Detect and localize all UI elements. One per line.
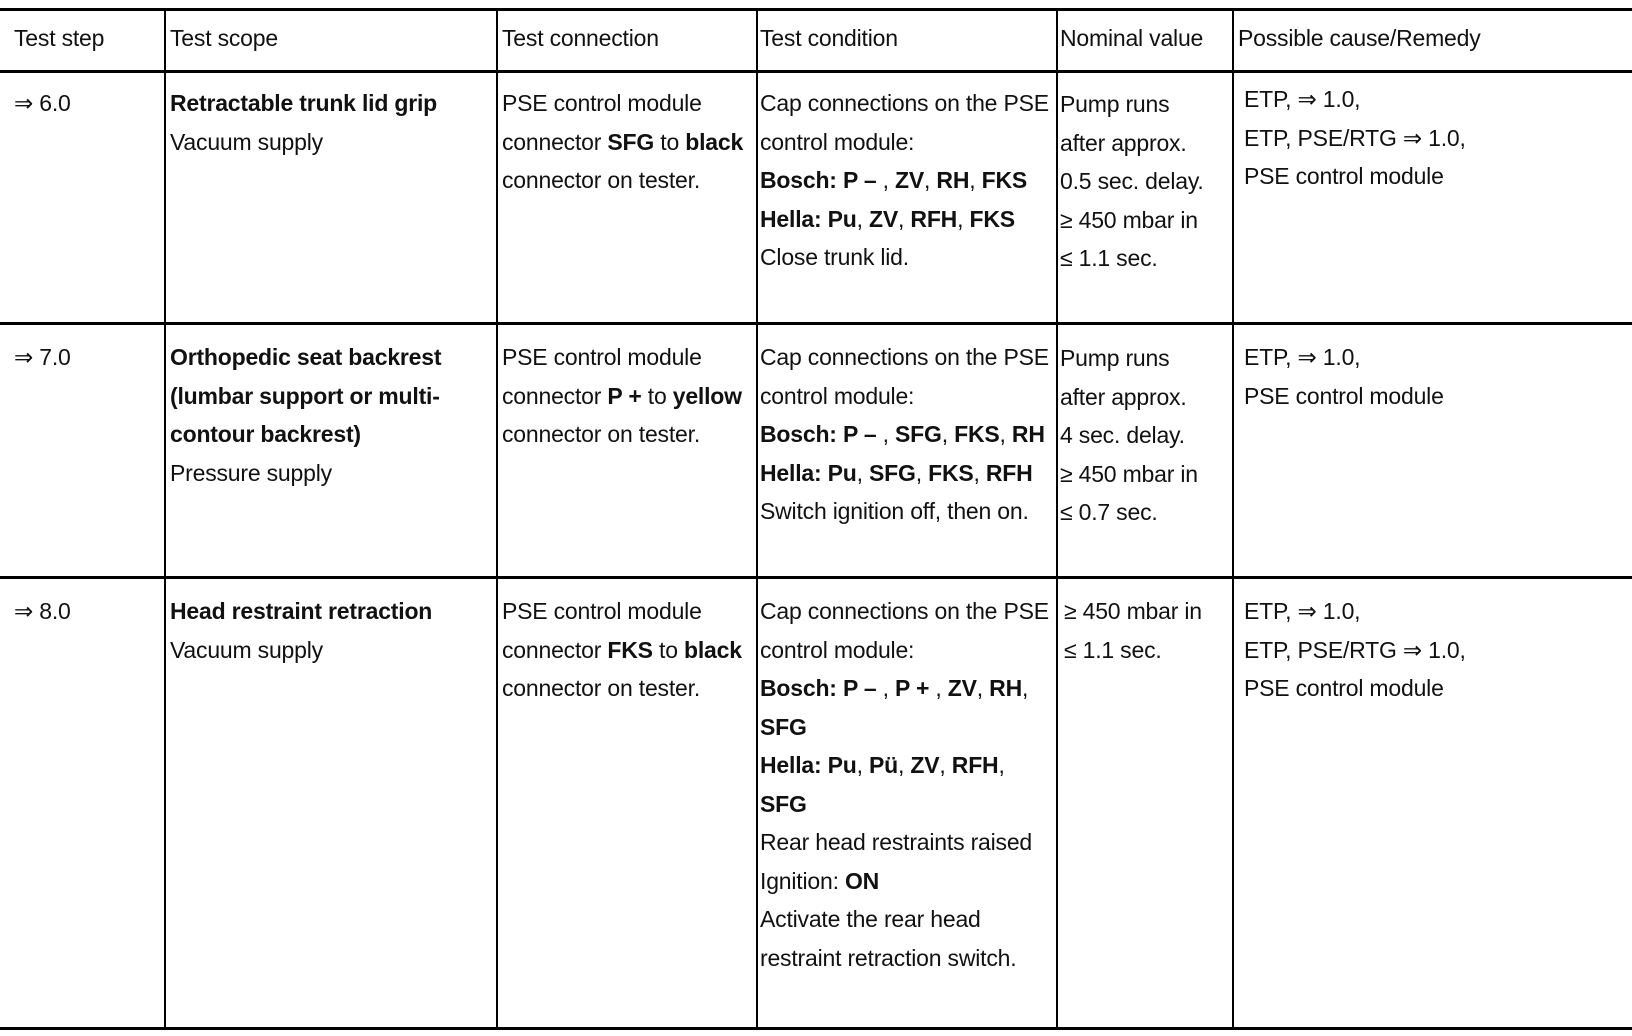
connection-line (502, 415, 742, 454)
condition-text: , (915, 459, 929, 486)
condition-text: , (856, 205, 870, 232)
nominal-line: ≥ 450 mbar in (1060, 206, 1198, 233)
cell-test-condition (760, 84, 1049, 277)
condition-text: Bosch: P – (760, 421, 877, 447)
condition-line (760, 631, 1049, 670)
connection-text: black (685, 128, 744, 155)
condition-text: control module: (760, 382, 915, 409)
condition-line (760, 123, 1049, 162)
condition-line (760, 708, 1049, 747)
cell-test-connection (502, 338, 742, 454)
nominal-line: ≤ 0.7 sec. (1060, 499, 1158, 525)
cell-test-scope (170, 84, 437, 161)
remedy-line: ETP, PSE/RTG ⇒ 1.0, (1244, 636, 1466, 663)
connection-line (502, 161, 743, 200)
connection-line (502, 631, 742, 670)
condition-text: , (998, 752, 1005, 778)
header-test-condition: Test condition (760, 25, 898, 51)
header-nominal-value: Nominal value (1060, 25, 1204, 51)
nominal-line: ≤ 1.1 sec. (1064, 636, 1162, 663)
header-possible-cause-remedy: Possible cause/Remedy (1238, 25, 1481, 51)
column-divider (1056, 8, 1058, 1029)
condition-line (760, 454, 1049, 493)
column-divider (164, 8, 166, 1029)
connection-text: connector on tester. (502, 421, 701, 447)
condition-text: RH (936, 167, 970, 193)
condition-text: RFH (910, 205, 958, 232)
condition-text: SFG (895, 421, 942, 447)
condition-line (760, 84, 1049, 123)
condition-text: control module: (760, 128, 915, 155)
scope-line (170, 377, 441, 416)
remedy-line: PSE control module (1244, 382, 1444, 409)
condition-text: Close trunk lid. (760, 244, 909, 270)
condition-line (760, 592, 1049, 631)
connection-text: to (654, 128, 686, 155)
cell-remedy (1244, 80, 1466, 196)
scope-text: Pressure supply (170, 459, 332, 486)
table-bottom-rule (0, 1027, 1632, 1030)
remedy-line: PSE control module (1244, 675, 1444, 701)
scope-line (170, 123, 437, 162)
condition-line (760, 900, 1049, 939)
condition-text: , (876, 675, 896, 701)
condition-text: , (856, 752, 870, 778)
connection-text: PSE control module (502, 344, 702, 370)
condition-text: RFH (985, 459, 1033, 486)
condition-text: Hella: Pu (760, 459, 857, 486)
column-divider (756, 8, 758, 1029)
remedy-line: PSE control module (1244, 163, 1444, 189)
condition-text: , (976, 675, 990, 701)
connection-text: SFG (607, 128, 655, 155)
condition-line (760, 161, 1049, 200)
condition-text: Bosch: P – (760, 167, 877, 193)
condition-text: , (957, 205, 970, 232)
header-test-scope: Test scope (170, 25, 278, 51)
condition-text: ZV (947, 675, 977, 701)
condition-text: , (898, 205, 911, 232)
cell-test-step: ⇒ 6.0 (14, 90, 71, 116)
condition-line (760, 669, 1049, 708)
condition-text: RH (1011, 421, 1045, 447)
condition-text: FKS (969, 205, 1015, 232)
condition-text: SFG (760, 790, 807, 817)
header-test-connection: Test connection (502, 25, 659, 51)
condition-text: , (929, 675, 948, 701)
condition-text: , (939, 752, 952, 778)
scope-text: Retractable trunk lid grip (170, 90, 438, 116)
table-top-rule (0, 8, 1632, 11)
nominal-line: 0.5 sec. delay. (1060, 168, 1204, 194)
nominal-line: after approx. (1060, 129, 1187, 156)
condition-text: , (973, 459, 986, 486)
condition-text: restraint retraction switch. (760, 944, 1017, 971)
condition-text: SFG (869, 459, 916, 486)
connection-text: connector (502, 636, 608, 663)
condition-line (760, 200, 1049, 239)
scope-line (170, 84, 437, 123)
condition-text: FKS (954, 421, 1000, 447)
cell-test-connection (502, 84, 743, 200)
condition-text: FKS (928, 459, 974, 486)
cell-test-step: ⇒ 7.0 (14, 344, 71, 370)
condition-line (760, 238, 1049, 277)
condition-text: , (898, 752, 911, 778)
connection-text: to (652, 636, 684, 663)
connection-text: PSE control module (502, 598, 702, 624)
condition-line (760, 785, 1049, 824)
scope-text: Vacuum supply (170, 636, 323, 663)
connection-text: to (641, 382, 673, 409)
condition-text: Rear head restraints raised (760, 829, 1033, 855)
condition-text: Pü (869, 752, 899, 778)
column-divider (1232, 8, 1234, 1029)
condition-text: Cap connections on the PSE (760, 90, 1049, 116)
scope-line (170, 415, 441, 454)
cell-nominal-value (1060, 85, 1204, 278)
condition-text: ZV (895, 167, 925, 193)
nominal-line: ≥ 450 mbar in (1060, 460, 1198, 487)
nominal-line: ≥ 450 mbar in (1064, 598, 1202, 624)
connection-text: black (683, 636, 742, 663)
scope-text: (lumbar support or multi- (170, 382, 440, 409)
connection-text: P + (607, 382, 642, 409)
cell-test-scope (170, 592, 432, 669)
condition-line (760, 338, 1049, 377)
row-divider (0, 322, 1632, 325)
condition-text: , (941, 421, 955, 447)
condition-text: , (1021, 675, 1029, 701)
condition-line (760, 746, 1049, 785)
remedy-line: ETP, PSE/RTG ⇒ 1.0, (1244, 124, 1466, 151)
connection-line (502, 592, 742, 631)
nominal-line: Pump runs (1060, 345, 1170, 371)
cell-test-connection (502, 592, 742, 708)
cell-nominal-value (1060, 339, 1198, 532)
connection-text: connector (502, 128, 608, 155)
connection-text: yellow (672, 382, 742, 409)
condition-text: Cap connections on the PSE (760, 344, 1049, 370)
condition-text: control module: (760, 636, 915, 663)
condition-text: FKS (981, 167, 1028, 193)
scope-line (170, 454, 441, 493)
condition-line (760, 492, 1049, 531)
column-divider (496, 8, 498, 1029)
cell-test-step: ⇒ 8.0 (14, 598, 71, 624)
condition-line (760, 377, 1049, 416)
condition-text: , (876, 167, 896, 193)
condition-text: Hella: Pu (760, 205, 857, 232)
connection-line (502, 669, 742, 708)
cell-remedy (1244, 592, 1466, 708)
condition-text: , (999, 421, 1012, 447)
condition-text: Cap connections on the PSE (760, 598, 1049, 624)
nominal-line: Pump runs (1060, 91, 1170, 117)
condition-line (760, 415, 1049, 454)
remedy-line: ETP, ⇒ 1.0, (1244, 598, 1361, 624)
connection-text: connector on tester. (502, 167, 701, 193)
condition-text: , (924, 167, 937, 193)
scope-line (170, 631, 432, 670)
condition-text: P + (895, 675, 930, 701)
condition-text: ON (844, 867, 880, 894)
condition-text: ZV (869, 205, 899, 232)
scope-line (170, 592, 432, 631)
condition-text: , (969, 167, 982, 193)
cell-remedy (1244, 338, 1444, 415)
scope-text: Vacuum supply (170, 128, 323, 155)
nominal-line: after approx. (1060, 383, 1187, 410)
condition-text: Bosch: P – (760, 675, 877, 701)
condition-text: Ignition: (760, 867, 845, 894)
scope-text: Head restraint retraction (170, 598, 433, 624)
condition-line (760, 823, 1049, 862)
condition-line (760, 939, 1049, 978)
condition-text: , (856, 459, 870, 486)
scope-text: Orthopedic seat backrest (170, 344, 442, 370)
condition-text: Activate the rear head (760, 906, 981, 932)
condition-text: RFH (951, 752, 999, 778)
connection-line (502, 338, 742, 377)
scope-line (170, 338, 441, 377)
cell-test-condition (760, 592, 1049, 977)
header-test-step: Test step (14, 25, 105, 51)
connection-line (502, 377, 742, 416)
row-divider (0, 576, 1632, 579)
condition-text: Switch ignition off, then on. (760, 498, 1029, 524)
connection-text: FKS (607, 636, 653, 663)
cell-test-condition (760, 338, 1049, 531)
remedy-line: ETP, ⇒ 1.0, (1244, 344, 1361, 370)
cell-test-scope (170, 338, 441, 492)
condition-text: ZV (910, 752, 940, 778)
scope-text: contour backrest) (170, 421, 361, 447)
connection-line (502, 123, 743, 162)
condition-text: SFG (760, 713, 807, 740)
condition-text: RH (989, 675, 1022, 701)
connection-text: connector on tester. (502, 675, 701, 701)
connection-line (502, 84, 743, 123)
nominal-line: 4 sec. delay. (1060, 422, 1185, 448)
nominal-line: ≤ 1.1 sec. (1060, 245, 1158, 271)
condition-text: , (876, 421, 896, 447)
connection-text: connector (502, 382, 608, 409)
condition-text: Hella: Pu (760, 752, 857, 778)
header-bottom-rule (0, 70, 1632, 73)
condition-line (760, 862, 1049, 901)
remedy-line: ETP, ⇒ 1.0, (1244, 86, 1361, 112)
cell-nominal-value (1064, 592, 1202, 669)
connection-text: PSE control module (502, 90, 702, 116)
